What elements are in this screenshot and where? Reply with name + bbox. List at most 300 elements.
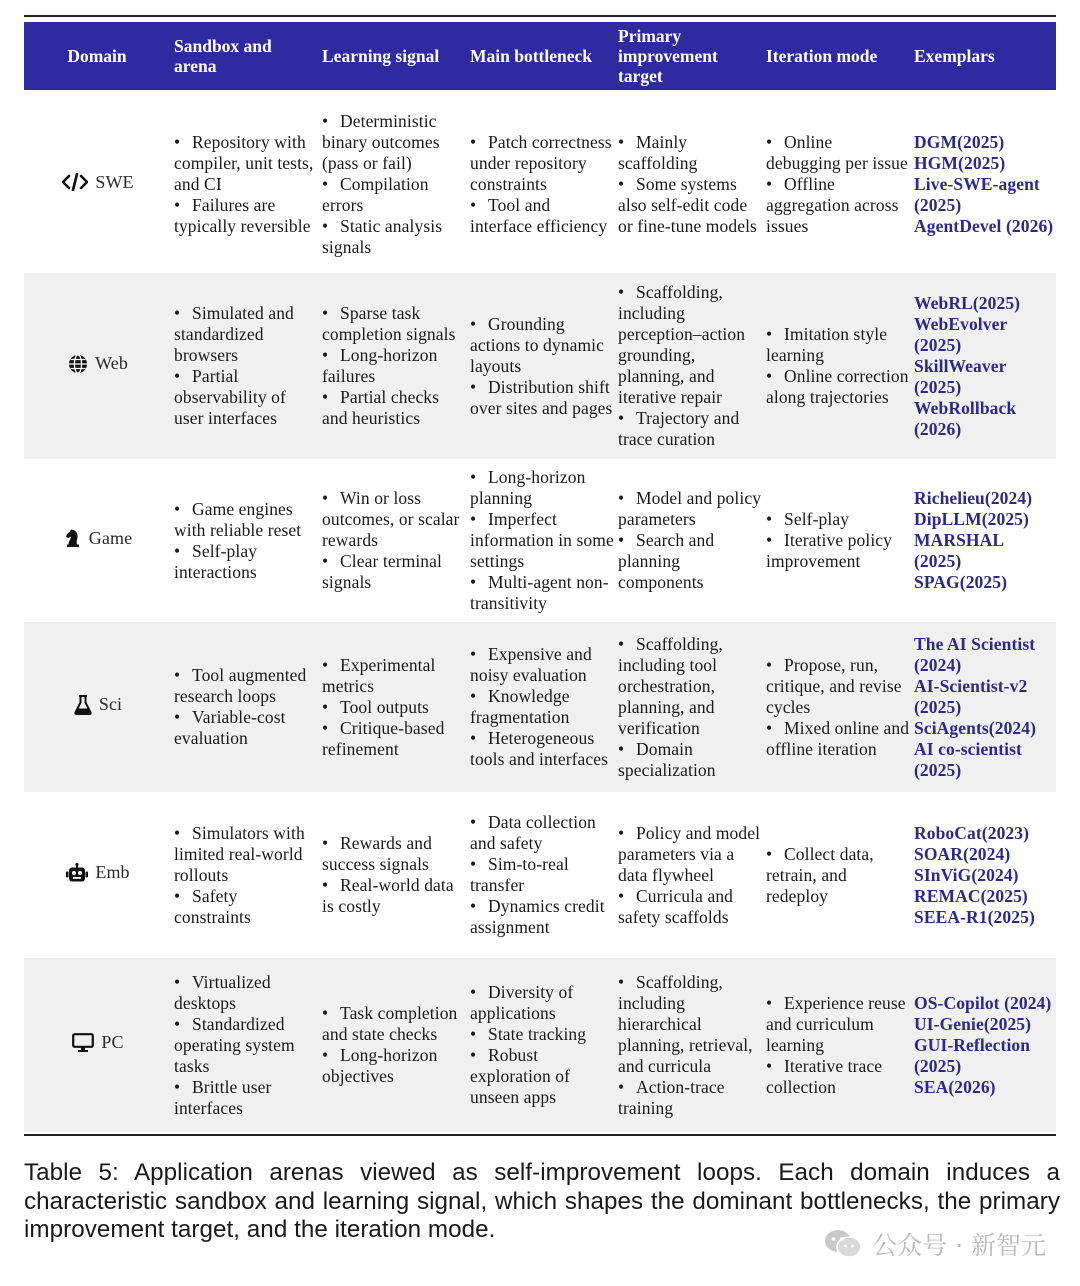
bullet-item [174,707,318,749]
bullet-dot: • [470,896,477,916]
bullet-text: Scaffolding, including perception–action grounding, planning, and iterative repair [618,282,746,407]
table-caption: Table 5: Application arenas viewed as self-improvement loops. Each domain induces a characteristic sandbox and learning signal, which shapes the dominant bottlenecks, the primary improvement target, and the iteration mode. [24,1159,1060,1243]
bullet-dot: • [322,875,329,895]
bullet-list [766,655,910,760]
exemplar-citation[interactable]: GUI-Reflection (2025) [914,1034,1031,1076]
exemplar-citation[interactable]: SPAG(2025) [914,572,1008,592]
exemplars-cell [912,958,1056,1132]
exemplar-citation[interactable]: DipLLM(2025) [914,509,1029,529]
bullet-text: Tool augmented research loops [174,665,307,706]
bullet-dot: • [322,696,329,717]
header-exemplars: Exemplars [912,22,1056,90]
bullet-text: Compilation errors [322,173,429,215]
table-row [24,800,1056,950]
bullet-dot: • [470,854,477,874]
bullet-list [470,812,614,938]
bullet-dot: • [322,345,329,365]
bullet-list [618,634,762,781]
bullet-list [766,509,910,572]
bullet-item [322,488,466,551]
sandbox-cell [172,103,320,265]
domain-label: Sci [98,694,123,715]
bullet-item [322,875,466,917]
bullet-text: Heterogeneous tools and interfaces [470,728,609,769]
exemplar-citation[interactable]: RoboCat(2023) [914,822,1030,843]
bullet-dot: • [618,738,625,759]
bullet-item [470,1024,614,1045]
bullet-text: Game engines with reliable reset [174,498,302,540]
bullet-item [322,174,466,216]
bullet-text: Robust exploration of unseen apps [470,1045,571,1107]
iteration-mode-cell [764,958,912,1132]
iteration-mode-cell [764,273,912,459]
header-domain: Domain [24,22,172,90]
bullet-text: Scaffolding, including hierarchical planning, retrieval, and curricula [618,971,753,1076]
table-row [24,273,1056,459]
sandbox-cell [172,622,320,792]
bullet-dot: • [174,194,181,215]
exemplars-cell [912,273,1056,459]
bullet-item [618,886,762,928]
bullet-text: Experience reuse and curriculum learning [766,992,906,1055]
bullet-dot: • [470,644,477,664]
watermark [824,1226,1046,1262]
bullet-item [470,195,614,237]
domain-label: Emb [95,862,130,883]
flask-icon [74,695,92,715]
exemplar-citation[interactable]: AI-Scientist-v2 (2025) [914,675,1028,717]
header-sandbox: Sandbox and arena [172,22,320,90]
bullet-dot: • [174,1076,181,1097]
bullet-text: Standardized operating system tasks [174,1013,295,1076]
bullet-item [174,886,318,928]
bullet-dot: • [618,885,625,906]
improvement-target-cell [616,467,764,614]
bullet-list [470,314,614,419]
bullet-text: Static analysis signals [322,215,443,257]
bullet-dot: • [174,971,181,992]
exemplar-citation[interactable]: SciAgents(2024) [914,717,1037,738]
bullet-text: Distribution shift over sites and pages [470,376,613,418]
bullet-dot: • [322,215,329,236]
domain-cell [24,622,172,792]
bullet-item [470,644,614,686]
watermark-text: 公众号 · 新智元 [872,1231,1046,1260]
bullet-item [766,655,910,718]
globe-icon [68,354,88,374]
bullet-text: Partial observability of user interfaces [174,366,286,428]
bullet-list [618,282,762,450]
bullet-text: Virtualized desktops [174,971,271,1013]
bullet-list [470,132,614,237]
bullet-dot: • [766,324,773,344]
bullet-item [766,132,910,174]
bullet-text: Rewards and success signals [322,833,432,874]
bullet-item [174,665,318,707]
learning-signal-cell [320,273,468,459]
domain-label: SWE [95,171,134,192]
bullet-list [174,132,318,237]
wechat-icon [824,1229,862,1259]
bullet-item [766,530,910,572]
sandbox-cell [172,467,320,614]
bullet-item [766,174,910,237]
bullet-dot: • [174,665,181,685]
bullet-text: Deterministic binary outcomes (pass or fail) [322,110,440,173]
bullet-item [470,686,614,728]
table-row [24,958,1056,1132]
bullet-item [766,324,910,366]
bullet-text: Offline aggregation across issues [766,173,899,236]
bullet-dot: • [470,1045,477,1065]
bullet-dot: • [618,530,625,550]
bullet-list [470,644,614,770]
improvement-target-cell [616,800,764,950]
domain-label: Game [88,527,133,548]
bullet-text: Real-world data is costly [322,875,454,916]
bottleneck-cell [468,800,616,950]
exemplar-citation[interactable]: SEEA-R1(2025) [914,906,1035,927]
bullet-dot: • [766,530,773,550]
bullet-dot: • [470,376,477,397]
bullet-item [470,896,614,938]
domain-cell [24,800,172,950]
bullet-item [322,1003,466,1045]
bullet-dot: • [470,686,477,706]
bullet-item [322,216,466,258]
bullet-text: Imperfect information in some settings [470,509,614,571]
bullet-text: Long-horizon failures [322,345,438,386]
bullet-list [322,1003,466,1087]
exemplars-cell [912,103,1056,265]
monitor-icon [72,1033,94,1053]
bullet-item [618,282,762,408]
bullet-text: Diversity of applications [470,982,574,1023]
exemplar-citation[interactable]: Richelieu(2024) [914,488,1033,508]
bullet-text: Variable-cost evaluation [174,707,286,748]
exemplars-cell [912,800,1056,950]
bullet-text: Search and planning components [618,530,715,592]
bullet-dot: • [766,509,773,529]
bullet-list [618,488,762,593]
bullet-dot: • [322,110,329,131]
bullet-item [766,844,910,907]
bullet-dot: • [174,822,181,843]
bullet-dot: • [322,1045,329,1065]
bullet-item [174,823,318,886]
bullet-item [470,467,614,509]
bullet-item [618,823,762,886]
bullet-dot: • [618,282,625,302]
bullet-text: Long-horizon planning [470,467,586,508]
learning-signal-cell [320,800,468,950]
bullet-dot: • [470,131,477,152]
bullet-text: Repository with compiler, unit tests, and CI [174,131,314,194]
bullet-list [322,488,466,593]
bullet-text: Simulated and standardized browsers [174,303,294,365]
exemplar-citation[interactable]: HGM(2025) [914,152,1006,173]
sandbox-cell [172,800,320,950]
bullet-list [322,303,466,429]
bullet-text: Propose, run, critique, and revise cycles [766,654,902,717]
iteration-mode-cell [764,800,912,950]
bullet-dot: • [470,982,477,1002]
bullet-dot: • [174,131,181,152]
bullet-text: Failures are typically reversible [174,194,311,236]
bullet-dot: • [618,971,625,992]
header-learning-signal: Learning signal [320,22,468,90]
bullet-text: Expensive and noisy evaluation [470,644,592,685]
table-row [24,622,1056,792]
bullet-dot: • [766,992,773,1013]
learning-signal-cell [320,958,468,1132]
bullet-text: Grounding actions to dynamic layouts [470,313,604,376]
bullet-text: Domain specialization [618,738,716,780]
bullet-item [470,572,614,614]
bullet-item [174,541,318,583]
bullet-text: Some systems also self-edit code or fine-tune models [618,173,757,236]
bullet-item [618,174,762,237]
bottleneck-cell [468,622,616,792]
improvement-target-cell [616,103,764,265]
bullet-item [470,509,614,572]
bullet-dot: • [618,173,625,194]
header-improvement-target: Primary improvement target [616,22,764,90]
table-top-rule [24,15,1056,17]
sandbox-cell [172,273,320,459]
bullet-dot: • [618,408,625,428]
bullet-text: Experimental metrics [322,654,436,696]
bullet-list [174,972,318,1119]
bullet-item [766,366,910,408]
bullet-item [470,377,614,419]
table-row [24,467,1056,614]
exemplar-citation[interactable]: WebRollback (2026) [914,397,1017,439]
robot-icon [66,863,88,883]
bullet-list [322,111,466,258]
bullet-item [766,718,910,760]
bullet-dot: • [766,843,773,864]
domain-cell [24,958,172,1132]
bullet-list [766,132,910,237]
iteration-mode-cell [764,103,912,265]
bullet-item [766,509,910,530]
bullet-dot: • [174,366,181,386]
exemplar-citation[interactable]: UI-Genie(2025) [914,1013,1032,1034]
bullet-item [618,739,762,781]
bullet-item [470,812,614,854]
exemplar-citation[interactable]: MARSHAL (2025) [914,530,1004,571]
bullet-item [618,972,762,1077]
bullet-text: Multi-agent non-transitivity [470,572,609,613]
bullet-item [322,303,466,345]
bullet-text: Online correction along trajectories [766,366,909,407]
bullet-item [618,530,762,593]
bullet-item [174,303,318,366]
domain-label: Web [95,353,128,374]
bullet-dot: • [470,812,477,832]
bullet-dot: • [618,1076,625,1097]
learning-signal-cell [320,103,468,265]
bullet-dot: • [618,822,625,843]
exemplar-citation[interactable]: SEA(2026) [914,1076,996,1097]
bullet-item [470,854,614,896]
iteration-mode-cell [764,622,912,792]
bullet-list [174,499,318,583]
bullet-item [174,366,318,429]
bullet-dot: • [470,1024,477,1044]
bullet-text: Tool and interface efficiency [470,194,608,236]
sandbox-cell [172,958,320,1132]
bullet-list [174,665,318,749]
bullet-item [618,634,762,739]
bullet-dot: • [322,488,329,508]
exemplar-citation[interactable]: SkillWeaver (2025) [914,355,1007,397]
improvement-target-cell [616,622,764,792]
bullet-text: Tool outputs [340,696,429,717]
bullet-dot: • [174,540,181,561]
bullet-dot: • [322,1003,329,1023]
bullet-item [174,1014,318,1077]
exemplar-citation[interactable]: Live-SWE-agent (2025) [914,173,1040,215]
exemplar-citation[interactable]: WebRL(2025) [914,292,1021,313]
bullet-dot: • [470,728,477,748]
bottleneck-cell [468,273,616,459]
table-header-row [24,22,1056,90]
domain-label: PC [101,1032,124,1053]
bullet-dot: • [618,488,625,508]
bullet-dot: • [174,498,181,519]
bullet-text: Patch correctness under repository constraints [470,131,612,194]
bullet-list [470,982,614,1108]
bullet-text: Mixed online and offline iteration [766,717,910,759]
bullet-text: Sparse task completion signals [322,303,456,344]
bullet-text: Sim-to-real transfer [470,854,569,895]
bullet-dot: • [322,551,329,571]
bullet-item [174,1077,318,1119]
bullet-dot: • [322,387,329,407]
bullet-text: Safety constraints [174,885,251,927]
exemplar-citation[interactable]: DGM(2025) [914,131,1005,152]
bullet-text: Dynamics credit assignment [470,896,605,937]
bullet-list [618,972,762,1119]
bullet-list [766,844,910,907]
exemplar-citation[interactable]: REMAC(2025) [914,885,1028,906]
bullet-dot: • [766,717,773,738]
exemplar-citation[interactable]: WebEvolver (2025) [914,313,1008,355]
domain-cell [24,273,172,459]
bullet-dot: • [618,131,625,152]
exemplar-citation[interactable]: SOAR(2024) [914,843,1011,864]
domain-cell [24,103,172,265]
bullet-text: Trajectory and trace curation [618,408,740,449]
exemplar-citation[interactable]: SInViG(2024) [914,864,1019,885]
bullet-item [470,314,614,377]
bullet-text: Data collection and safety [470,812,596,853]
learning-signal-cell [320,467,468,614]
bullet-dot: • [322,303,329,323]
bullet-list [174,823,318,928]
bullet-text: Model and policy parameters [618,488,762,529]
bullet-text: Long-horizon objectives [322,1045,438,1086]
bottleneck-cell [468,958,616,1132]
improvement-target-cell [616,958,764,1132]
bullet-item [174,132,318,195]
bullet-dot: • [618,633,625,654]
bullet-item [174,972,318,1014]
bullet-item [766,993,910,1056]
bottleneck-cell [468,467,616,614]
bullet-text: Online debugging per issue [766,131,908,173]
bullet-dot: • [470,467,477,487]
bullet-text: Scaffolding, including tool orchestration, planning, and verification [618,633,723,738]
bullet-dot: • [470,572,477,592]
application-arenas-table [24,22,1056,1132]
bullet-item [322,551,466,593]
bullet-text: Knowledge fragmentation [470,686,570,727]
bullet-dot: • [766,366,773,386]
bullet-list [322,655,466,760]
bullet-dot: • [470,313,477,334]
bullet-item [322,718,466,760]
bullet-dot: • [174,885,181,906]
bullet-list [766,993,910,1098]
bullet-text: Mainly scaffolding [618,131,698,173]
bullet-text: Collect data, retrain, and redeploy [766,843,874,906]
chess-knight-icon [64,528,82,548]
exemplar-citation[interactable]: The AI Scientist (2024) [914,633,1036,675]
exemplars-cell [912,622,1056,792]
table-bottom-rule [24,1134,1056,1136]
bullet-text: State tracking [488,1024,587,1044]
bullet-text: Self-play [784,509,850,529]
bullet-dot: • [174,303,181,323]
exemplars-cell [912,467,1056,614]
bullet-item [322,697,466,718]
bullet-text: Simulators with limited real-world rollouts [174,822,305,885]
bullet-dot: • [766,173,773,194]
bullet-dot: • [322,654,329,675]
bullet-text: Task completion and state checks [322,1003,458,1044]
bullet-item [618,488,762,530]
bullet-list [618,132,762,237]
bullet-item [766,1056,910,1098]
bullet-list [322,833,466,917]
bullet-item [470,132,614,195]
bullet-text: Partial checks and heuristics [322,387,440,428]
bottleneck-cell [468,103,616,265]
bullet-text: Brittle user interfaces [174,1076,272,1118]
bullet-item [470,982,614,1024]
bullet-item [322,1045,466,1087]
exemplar-citation[interactable]: AI co-scientist (2025) [914,738,1022,780]
bullet-item [322,833,466,875]
bullet-list [618,823,762,928]
code-icon [62,173,88,191]
improvement-target-cell [616,273,764,459]
exemplar-citation[interactable]: AgentDevel (2026) [914,215,1054,236]
table-row [24,103,1056,265]
header-bottleneck: Main bottleneck [468,22,616,90]
iteration-mode-cell [764,467,912,614]
bullet-text: Iterative policy improvement [766,530,893,571]
bullet-dot: • [322,717,329,738]
bullet-item [618,408,762,450]
exemplar-citation[interactable]: OS-Copilot (2024) [914,992,1052,1013]
bullet-list [470,467,614,614]
header-iteration-mode: Iteration mode [764,22,912,90]
bullet-item [174,195,318,237]
